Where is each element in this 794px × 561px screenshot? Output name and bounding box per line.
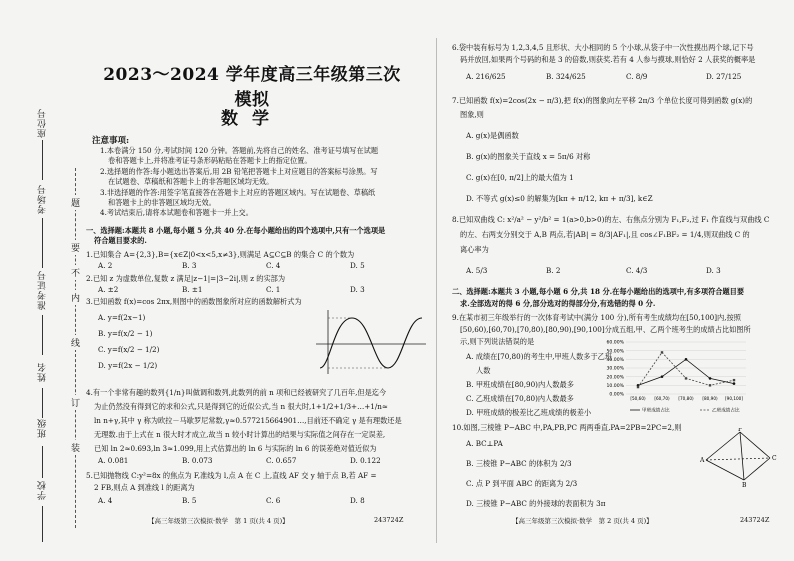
cosine-graph-figure bbox=[312, 306, 430, 378]
option-a[interactable]: A. BC⊥PA bbox=[466, 439, 503, 448]
ticket-line bbox=[42, 315, 43, 355]
x-category-label: [50,60) bbox=[630, 396, 646, 401]
option-c[interactable]: C. 1 bbox=[266, 285, 281, 294]
option-b[interactable]: B. y=f(x/2 − 1) bbox=[98, 329, 153, 338]
section2-heading bbox=[452, 286, 744, 310]
section1-heading-line: 一、选择题:本题共 8 小题,每小题 5 分,共 40 分.在每小题给出的四个选项中,只有一个选项是 bbox=[86, 226, 386, 235]
option-c[interactable]: C. 点 P 到平面 ABC 的距离为 2/3 bbox=[466, 479, 578, 488]
stem-line: 为止仍然没有得到它的求和公式,只是得到它的近似公式,当 n 很大时,1+1/2+1/3+…+1/n≈ bbox=[94, 402, 388, 411]
stem-line: 5.已知抛物线 C:y²=8x 的焦点为 F,准线为 l,点 A 在 C 上,直线 AF 交 y 轴于点 B,若 AF = bbox=[86, 471, 377, 480]
stem-line: 7.已知函数 f(x)=2cos(2x − π/3),把 f(x)的图象向左平移 2π/3 个单位长度可得到函数 g(x)的 bbox=[452, 96, 753, 105]
stem-line: ln n+γ,其中 γ 称为欧拉－马歇罗尼常数,γ≈0.577215664901…,目前还不确定 γ 是有理数还是 bbox=[94, 416, 402, 425]
stem-line: 10.如图,三棱锥 P−ABC 中,PA,PB,PC 两两垂直,PA=2PB=2PC=2,则 bbox=[452, 423, 682, 432]
option-a[interactable]: A. g(x)是偶函数 bbox=[466, 131, 519, 140]
data-point bbox=[709, 377, 712, 380]
q9-score-chart bbox=[596, 338, 786, 416]
edge-ab bbox=[706, 460, 744, 480]
note-line: 3.非选择题的作答:用签字笔直接答在答题卡上对应的答题区域内。写在试题卷、草稿纸 bbox=[100, 187, 376, 197]
option-c[interactable]: C. y=f(x/2 − 1/2) bbox=[98, 345, 160, 354]
stem-line: 示,则下列说法错误的是 bbox=[460, 337, 535, 346]
legend-label: 甲班成绩占比 bbox=[642, 408, 670, 414]
series-line bbox=[638, 359, 734, 385]
data-point bbox=[685, 377, 687, 379]
option-b[interactable]: B. 2 bbox=[546, 266, 561, 275]
class-line bbox=[42, 446, 43, 478]
question-6 bbox=[452, 42, 755, 66]
option-d[interactable]: D. 3 bbox=[706, 266, 721, 275]
name-label: 姓名 bbox=[38, 362, 48, 382]
section1-heading bbox=[86, 226, 385, 247]
data-point bbox=[733, 382, 736, 385]
seal-char: 题 bbox=[71, 195, 80, 210]
y-tick-label: 20.00% bbox=[606, 375, 624, 381]
notes-list bbox=[100, 146, 378, 219]
seat-label: 座位号 bbox=[38, 108, 48, 138]
stem-line: 6.袋中装有标号为 1,2,3,4,5 且形状、大小相同的 5 个小球,从袋子中一次性摸出两个球,记下号 bbox=[452, 43, 754, 52]
note-line: 2.选择题的作答:每小题选出答案后,用 2B 铅笔把答题卡上对应题目的答案标号涂黑。写 bbox=[100, 166, 378, 176]
option-d[interactable]: D. 27/125 bbox=[706, 72, 742, 81]
option-c[interactable]: C. 乙班成绩在[70,80)内人数最多 bbox=[466, 394, 574, 403]
option-c[interactable]: C. 4 bbox=[266, 261, 281, 270]
note-line: 4.考试结束后,请将本试题卷和答题卡一并上交。 bbox=[100, 208, 253, 218]
seal-char: 装 bbox=[71, 440, 80, 455]
option-d[interactable]: D. 0.122 bbox=[350, 456, 381, 465]
edge-bc bbox=[744, 458, 770, 480]
question-3 bbox=[86, 297, 302, 307]
curve bbox=[320, 318, 422, 368]
option-b[interactable]: B. 3 bbox=[182, 261, 197, 270]
note-line: 在试题卷、草稿纸和答题卡上的非答题区域均无效。 bbox=[108, 177, 274, 187]
subject-title: 数学 bbox=[221, 109, 283, 129]
x-category-labels bbox=[630, 396, 743, 401]
stem-line: 2 FB,则点 A 到准线 l 的距离为 bbox=[94, 483, 195, 492]
data-point bbox=[733, 379, 735, 381]
option-a[interactable]: A. 216/625 bbox=[466, 72, 506, 81]
data-point bbox=[685, 358, 688, 361]
q6-options bbox=[466, 72, 741, 82]
footer-right: 【高三年级第三次模拟·数学 第 2 页(共 4 页)】 bbox=[512, 517, 653, 525]
stem-line: 9.在某市初三年级举行的一次体育考试中(满分 100 分),所有考生成绩均在[50,100]内,按照 bbox=[452, 313, 741, 322]
vertex-a: A bbox=[700, 457, 705, 464]
edge-pb bbox=[740, 432, 744, 480]
y-tick-label: 60.00% bbox=[606, 340, 624, 346]
q4-options bbox=[98, 456, 381, 466]
school-line bbox=[42, 506, 43, 542]
chart-legend bbox=[630, 407, 740, 414]
room-line bbox=[42, 218, 43, 268]
stem-line: [50,60),[60,70),[70,80),[80,90),[90,100]分成五组,甲、乙两个班考生的成绩占比如图所 bbox=[460, 325, 751, 334]
q1-options bbox=[98, 261, 365, 271]
question-stem: 1.已知集合 A={2,3},B={x∈Z|0<x<5,x≠3},则满足 A⊆C⊆B 的集合 C 的个数为 bbox=[86, 250, 355, 259]
y-tick-label: 0.00% bbox=[609, 392, 624, 398]
question-8 bbox=[452, 212, 769, 257]
school-label: 学校 bbox=[38, 480, 48, 500]
option-a[interactable]: A. 成绩在[70,80)的考生中,甲班人数多于乙班 bbox=[466, 352, 613, 361]
data-point bbox=[661, 351, 663, 353]
section2-heading-line: 求.全部选对的得 6 分,部分选对的得部分分,有选错的得 0 分. bbox=[460, 299, 656, 308]
q3-options bbox=[98, 310, 159, 374]
stem-line: 已知 ln 2≈0.693,ln 3≈1.099,用上式估算出的 ln 6 与实际的 ln 6 的误差绝对值近似为 bbox=[94, 444, 377, 453]
grid-lines bbox=[626, 342, 746, 394]
option-d[interactable]: D. 3 bbox=[350, 285, 365, 294]
vertex-b: B bbox=[742, 482, 747, 488]
option-b[interactable]: B. 甲班成绩在[80,90)内人数最多 bbox=[466, 380, 574, 389]
option-c[interactable]: C. 4/3 bbox=[626, 266, 648, 275]
seat-line bbox=[42, 140, 43, 180]
exam-title: 2023～2024 学年度高三年级第三次模拟 bbox=[103, 65, 401, 110]
seal-char: 要 bbox=[71, 240, 80, 255]
edge-pa bbox=[706, 432, 740, 460]
data-point bbox=[709, 384, 711, 386]
stem-line: 码并放回,如果两个号码的和是 3 的倍数,则获奖.若有 4 人参与摸球,则恰好 2 人获奖的概率是 bbox=[460, 55, 756, 64]
option-c[interactable]: C. 0.657 bbox=[266, 456, 297, 465]
q5-options bbox=[98, 496, 365, 506]
stem-line: 无理数.由于上式在 n 很大时才成立,故当 n 较小时计算出的结果与实际值之间存在一定误差, bbox=[94, 430, 386, 439]
option-b[interactable]: B. 5 bbox=[182, 496, 197, 505]
series-line bbox=[638, 352, 734, 387]
page-separator bbox=[436, 38, 437, 543]
question-10 bbox=[452, 422, 681, 434]
vertex-c: C bbox=[772, 455, 777, 462]
q10-options bbox=[466, 434, 605, 514]
stem-line: 4.有一个非常有趣的数列{1/n}叫做调和数列,此数列的前 n 项和已经被研究了几百年,但是迄今 bbox=[86, 388, 387, 397]
option-a[interactable]: A. y=f(2x−1) bbox=[98, 313, 146, 322]
option-a[interactable]: A. 0.081 bbox=[98, 456, 129, 465]
option-d[interactable]: D. 三棱锥 P−ABC 的外接球的表面积为 3π bbox=[466, 499, 606, 508]
class-label: 班级 bbox=[38, 418, 48, 438]
option-a[interactable]: A. 2 bbox=[98, 261, 113, 270]
room-label: 考场号 bbox=[38, 184, 48, 214]
option-d[interactable]: D. 甲班成绩的极差比乙班成绩的极差小 bbox=[466, 408, 592, 417]
section2-heading-line: 二、选择题:本题共 3 小题,每小题 6 分,共 18 分.在每小题给出的选项中,有多项符合题目要 bbox=[452, 287, 745, 296]
edge-ac bbox=[706, 458, 770, 460]
option-b[interactable]: B. 324/625 bbox=[546, 72, 586, 81]
x-category-label: [60,70) bbox=[654, 396, 670, 401]
option-b[interactable]: B. 0.073 bbox=[182, 456, 213, 465]
section1-heading-line: 符合题目要求的. bbox=[94, 236, 147, 246]
note-line: 和答题卡上的非答题区域均无效。 bbox=[108, 198, 216, 208]
option-d[interactable]: D. 5 bbox=[350, 261, 365, 270]
option-d[interactable]: D. y=f(2x − 1/2) bbox=[98, 361, 158, 370]
option-d[interactable]: D. 8 bbox=[350, 496, 365, 505]
q8-options bbox=[466, 266, 721, 276]
footer-left: 【高三年级第三次模拟·数学 第 1 页(共 4 页)】 bbox=[148, 517, 289, 525]
note-line: 卷和答题卡上,并将准考证号条形码粘贴在答题卡上的指定位置。 bbox=[108, 156, 312, 166]
option-a[interactable]: A. ±2 bbox=[98, 285, 119, 294]
question-2 bbox=[86, 274, 285, 284]
note-line: 1.本卷满分 150 分,考试时间 120 分钟。答题前,先将自己的姓名、准考证号填写在试题 bbox=[100, 146, 379, 155]
option-c[interactable]: C. 6 bbox=[266, 496, 281, 505]
question-stem: 2.已知 z 为虚数单位,复数 z 满足|z−1|=|3−2i|,则 z 的实部为 bbox=[86, 274, 286, 283]
seal-char: 线 bbox=[71, 335, 80, 350]
stem-line: 图象,则 bbox=[460, 110, 484, 119]
footer-left-code: 243724Z bbox=[374, 516, 404, 524]
q2-options bbox=[98, 285, 365, 295]
ticket-label: 准考证号 bbox=[38, 270, 48, 310]
tetrahedron-figure bbox=[700, 428, 780, 488]
option-b[interactable]: B. 三棱锥 P−ABC 的体积为 2/3 bbox=[466, 459, 572, 468]
question-7 bbox=[452, 94, 752, 122]
x-category-label: [70,80) bbox=[678, 396, 694, 401]
x-category-label: [80,90) bbox=[702, 396, 718, 401]
data-point bbox=[661, 375, 664, 378]
legend-label: 乙班成绩占比 bbox=[712, 408, 740, 414]
option-b[interactable]: B. ±1 bbox=[182, 285, 203, 294]
option-d[interactable]: D. 不等式 g(x)≤0 的解集为[kπ + π/12, kπ + π/3], k∈Z bbox=[466, 194, 653, 203]
seal-char: 订 bbox=[71, 395, 80, 410]
series-lines bbox=[637, 351, 736, 388]
edge-pc bbox=[740, 432, 770, 458]
q7-options bbox=[466, 125, 653, 209]
q9-options bbox=[466, 350, 612, 420]
seal-char: 不 bbox=[71, 265, 80, 280]
y-tick-label: 10.00% bbox=[606, 383, 624, 389]
y-tick-label: 40.00% bbox=[606, 357, 624, 363]
question-5 bbox=[86, 470, 376, 494]
seal-char: 内 bbox=[71, 290, 80, 305]
option-a-cont: 人数 bbox=[476, 366, 491, 375]
name-line bbox=[42, 388, 43, 418]
question-1 bbox=[86, 250, 354, 260]
stem-line: 离心率为 bbox=[460, 245, 489, 254]
y-tick-label: 50.00% bbox=[606, 349, 624, 355]
option-a[interactable]: A. 5/3 bbox=[466, 266, 488, 275]
footer-right-code: 243724Z bbox=[740, 516, 770, 524]
notes-heading: 注意事项: bbox=[92, 136, 130, 146]
data-point bbox=[637, 386, 639, 388]
y-tick-label: 30.00% bbox=[606, 366, 624, 372]
stem-line: 的左、右两支分别交于 A,B 两点,若|AB| = 8/3|AF₁|,且 cos∠F₁BF₂ = 1/4,则双曲线 C 的 bbox=[460, 230, 750, 239]
x-category-label: [90,100] bbox=[725, 396, 743, 401]
question-stem: 3.已知函数 f(x)=cos 2πx,则图中的函数图象所对应的函数解析式为 bbox=[86, 297, 302, 306]
vertex-p: P bbox=[738, 428, 743, 433]
question-4 bbox=[86, 386, 402, 456]
y-tick-labels bbox=[606, 340, 624, 398]
option-a[interactable]: A. 4 bbox=[98, 496, 113, 505]
stem-line: 8.已知双曲线 C: x²/a² − y²/b² = 1(a>0,b>0)的左、右焦点分别为 F₁,F₂,过 F₁ 作直线与双曲线 C bbox=[452, 215, 770, 224]
option-c[interactable]: C. 8/9 bbox=[626, 72, 648, 81]
option-c[interactable]: C. g(x)在[0, π/2]上的最大值为 1 bbox=[466, 173, 574, 182]
seal-strip bbox=[0, 0, 58, 561]
option-b[interactable]: B. g(x)的图象关于直线 x = 5π/6 对称 bbox=[466, 152, 591, 161]
